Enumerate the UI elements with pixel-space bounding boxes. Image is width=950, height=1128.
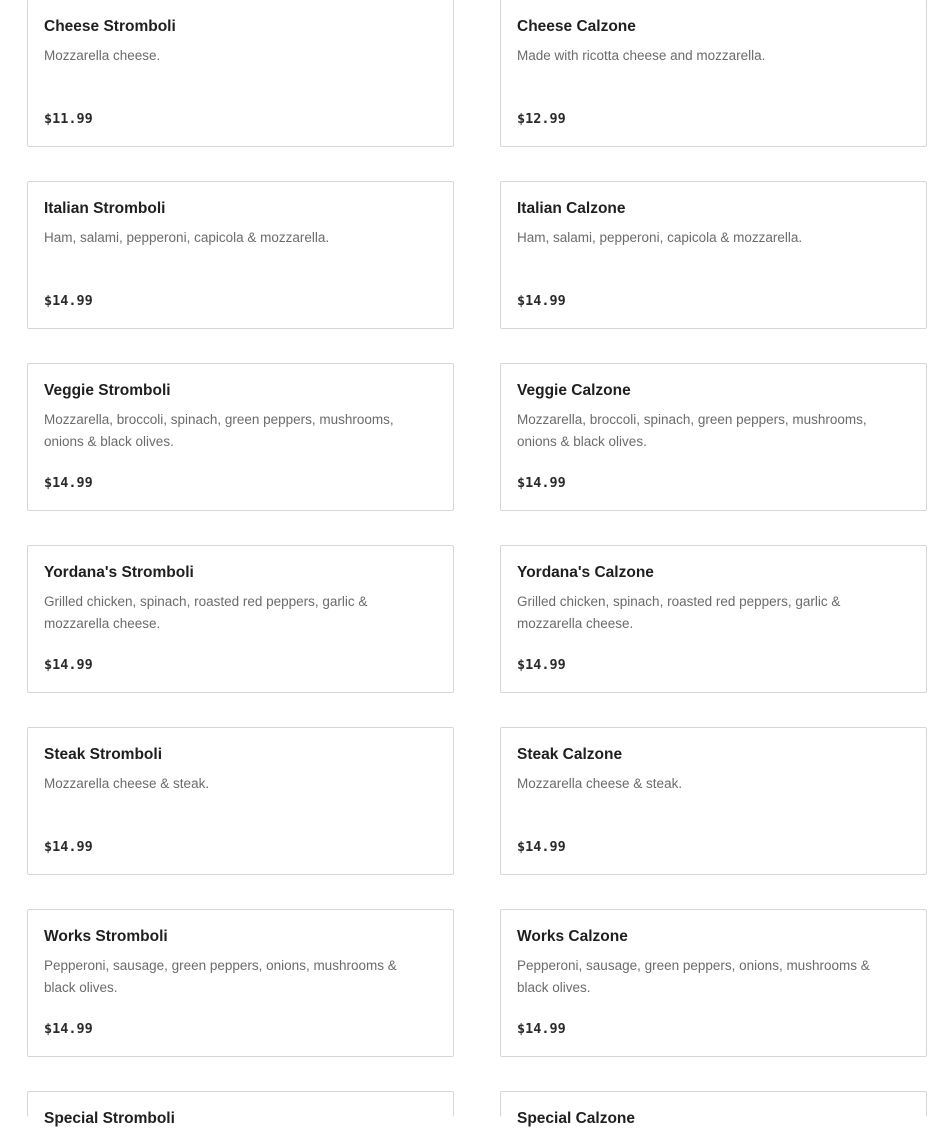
item-price: $11.99 xyxy=(44,111,93,127)
menu-item-card[interactable] xyxy=(500,363,927,511)
item-description: Made with ricotta cheese and mozzarella. xyxy=(517,48,766,63)
item-description: Mozzarella cheese. xyxy=(44,48,161,63)
item-description: Mozzarella cheese & steak. xyxy=(517,776,683,791)
item-description: Mozzarella, broccoli, spinach, green peppers, mushrooms, onions & black olives. xyxy=(44,412,394,449)
item-name: Veggie Calzone xyxy=(517,382,631,399)
menu-item-card[interactable] xyxy=(500,727,927,875)
item-name: Special Stromboli xyxy=(44,1110,175,1127)
item-price: $14.99 xyxy=(44,657,93,673)
item-description: Ham, salami, pepperoni, capicola & mozzarella. xyxy=(44,230,330,245)
item-price: $14.99 xyxy=(517,839,566,855)
menu-item-card[interactable] xyxy=(27,181,454,329)
menu-item-card[interactable] xyxy=(27,727,454,875)
menu-item-card[interactable] xyxy=(500,545,927,693)
item-description: Grilled chicken, spinach, roasted red peppers, garlic & mozzarella cheese. xyxy=(44,594,368,631)
item-price: $14.99 xyxy=(517,657,566,673)
item-name: Veggie Stromboli xyxy=(44,382,171,399)
item-price: $14.99 xyxy=(517,1021,566,1037)
menu-item-card[interactable] xyxy=(27,0,454,147)
item-name: Steak Stromboli xyxy=(44,746,162,763)
menu-item-card[interactable] xyxy=(27,1091,454,1127)
item-name: Yordana's Stromboli xyxy=(44,564,194,581)
item-description: Pepperoni, sausage, green peppers, onions, mushrooms & black olives. xyxy=(517,958,870,995)
item-price: $14.99 xyxy=(44,293,93,309)
item-name: Works Calzone xyxy=(517,928,628,945)
item-price: $14.99 xyxy=(44,475,93,491)
item-description: Ham, salami, pepperoni, capicola & mozzarella. xyxy=(517,230,803,245)
item-description: Grilled chicken, spinach, roasted red peppers, garlic & mozzarella cheese. xyxy=(517,594,841,631)
item-price: $14.99 xyxy=(44,839,93,855)
menu-item-card[interactable] xyxy=(27,909,454,1057)
item-name: Steak Calzone xyxy=(517,746,623,763)
menu-item-card[interactable] xyxy=(500,0,927,147)
item-price: $14.99 xyxy=(517,293,566,309)
menu-item-card[interactable] xyxy=(27,545,454,693)
menu-item-card[interactable] xyxy=(500,181,927,329)
item-price: $12.99 xyxy=(517,111,566,127)
item-name: Cheese Calzone xyxy=(517,18,636,35)
menu-item-card[interactable] xyxy=(500,1091,927,1127)
item-price: $14.99 xyxy=(517,475,566,491)
menu-item-card[interactable] xyxy=(500,909,927,1057)
item-name: Special Calzone xyxy=(517,1110,636,1127)
menu-item-card[interactable] xyxy=(27,363,454,511)
item-name: Italian Stromboli xyxy=(44,200,166,217)
item-name: Italian Calzone xyxy=(517,200,626,217)
item-name: Works Stromboli xyxy=(44,928,168,945)
item-price: $14.99 xyxy=(44,1021,93,1037)
item-name: Yordana's Calzone xyxy=(517,564,654,581)
item-name: Cheese Stromboli xyxy=(44,18,176,35)
item-description: Mozzarella, broccoli, spinach, green peppers, mushrooms, onions & black olives. xyxy=(517,412,867,449)
item-description: Pepperoni, sausage, green peppers, onions, mushrooms & black olives. xyxy=(44,958,397,995)
item-description: Mozzarella cheese & steak. xyxy=(44,776,210,791)
